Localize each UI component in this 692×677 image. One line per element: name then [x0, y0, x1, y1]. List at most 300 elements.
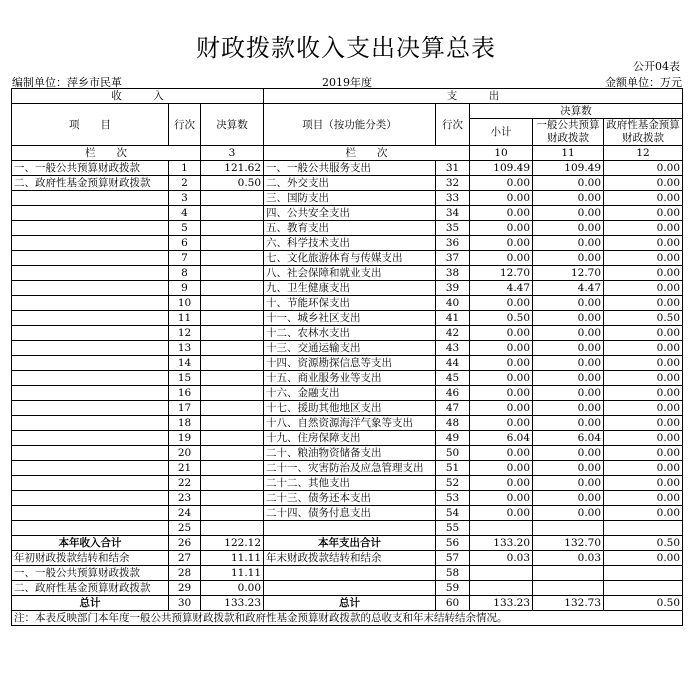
expense-line: 38: [436, 266, 470, 281]
expense-line: 50: [436, 446, 470, 461]
expense-item: [264, 566, 436, 581]
income-line: 16: [169, 386, 201, 401]
expense-subtotal: 0.00: [470, 341, 533, 356]
expense-item: 二十二、其他支出: [264, 476, 436, 491]
expense-general: 0.00: [533, 221, 604, 236]
income-line: 14: [169, 356, 201, 371]
expense-subtotal: 6.04: [470, 431, 533, 446]
income-item: [12, 326, 169, 341]
expense-fund: 0.00: [604, 191, 683, 206]
income-line: 6: [169, 236, 201, 251]
income-line: 18: [169, 416, 201, 431]
income-value: [201, 341, 264, 356]
income-value: [201, 206, 264, 221]
column-index-10: 10: [470, 146, 533, 161]
income-item: [12, 431, 169, 446]
expense-item: 二十、粮油物资储备支出: [264, 446, 436, 461]
expense-fund: 0.00: [604, 431, 683, 446]
income-line: 12: [169, 326, 201, 341]
general-budget-header: 一般公共预算财政拨款: [533, 119, 604, 146]
expense-fund: 0.00: [604, 281, 683, 296]
income-line: 17: [169, 401, 201, 416]
expense-line: 33: [436, 191, 470, 206]
expense-subtotal: 109.49: [470, 161, 533, 176]
table-row: [12, 521, 683, 536]
expense-line: 52: [436, 476, 470, 491]
expense-line: 53: [436, 491, 470, 506]
expense-subtotal: [470, 521, 533, 536]
income-value: [201, 506, 264, 521]
income-line: 28: [169, 566, 201, 581]
expense-line: 43: [436, 341, 470, 356]
expense-item: 十、节能环保支出: [264, 296, 436, 311]
expense-general: 0.00: [533, 461, 604, 476]
income-line: 4: [169, 206, 201, 221]
expense-fund: 0.00: [604, 341, 683, 356]
expense-general: 0.00: [533, 296, 604, 311]
expense-item: 十六、金融支出: [264, 386, 436, 401]
expense-line: 31: [436, 161, 470, 176]
income-line: 11: [169, 311, 201, 326]
income-item: 二、政府性基金预算财政拨款: [12, 581, 169, 596]
expense-fund: 0.00: [604, 371, 683, 386]
income-item: [12, 371, 169, 386]
expense-item: 十七、援助其他地区支出: [264, 401, 436, 416]
income-item: [12, 521, 169, 536]
header-row-columns: [12, 104, 683, 119]
expense-item: 八、社会保障和就业支出: [264, 266, 436, 281]
expense-item: 总计: [264, 596, 436, 611]
income-line: 22: [169, 476, 201, 491]
income-value: [201, 296, 264, 311]
column-index-3: 3: [201, 146, 264, 161]
table-row: [12, 266, 683, 281]
income-line: 8: [169, 266, 201, 281]
income-item: [12, 446, 169, 461]
expense-fund: 0.00: [604, 416, 683, 431]
expense-subtotal: 0.00: [470, 401, 533, 416]
expense-fund: [604, 581, 683, 596]
expense-subtotal: [470, 581, 533, 596]
money-unit: 金额单位：万元: [605, 76, 682, 89]
expense-subtotal: 133.23: [470, 596, 533, 611]
expense-item: [264, 521, 436, 536]
carry-row: [12, 566, 683, 581]
table-row: [12, 311, 683, 326]
expense-item: 二、外交支出: [264, 176, 436, 191]
expense-subtotal: 0.03: [470, 551, 533, 566]
income-value: [201, 191, 264, 206]
income-line: 30: [169, 596, 201, 611]
expense-item-header: 项目（按功能分类）: [264, 104, 436, 146]
income-line: 23: [169, 491, 201, 506]
expense-general: 0.00: [533, 206, 604, 221]
expense-fund: 0.00: [604, 326, 683, 341]
income-value: [201, 416, 264, 431]
expense-fund: 0.00: [604, 386, 683, 401]
table-row: [12, 416, 683, 431]
income-value: 11.11: [201, 566, 264, 581]
income-item: [12, 191, 169, 206]
expense-item: 四、公共安全支出: [264, 206, 436, 221]
expense-line: 55: [436, 521, 470, 536]
expense-fund: 0.00: [604, 221, 683, 236]
expense-line: 39: [436, 281, 470, 296]
expense-subtotal: 0.00: [470, 461, 533, 476]
income-item: 一、一般公共预算财政拨款: [12, 566, 169, 581]
expense-general: 0.00: [533, 476, 604, 491]
table-row: [12, 506, 683, 521]
income-final-header: 决算数: [201, 104, 264, 146]
table-row: [12, 236, 683, 251]
column-index-12: 12: [604, 146, 683, 161]
fund-budget-header: 政府性基金预算财政拨款: [604, 119, 683, 146]
expense-item: 二十三、债务还本支出: [264, 491, 436, 506]
expense-item: 本年支出合计: [264, 536, 436, 551]
expense-line: 36: [436, 236, 470, 251]
income-item: [12, 491, 169, 506]
income-item: [12, 206, 169, 221]
income-value: [201, 356, 264, 371]
expense-subtotal: 12.70: [470, 266, 533, 281]
expense-subtotal: 0.00: [470, 176, 533, 191]
income-line: 27: [169, 551, 201, 566]
expense-subtotal: 0.00: [470, 191, 533, 206]
expense-line: 51: [436, 461, 470, 476]
expense-line: 46: [436, 386, 470, 401]
expense-subtotal: 0.50: [470, 311, 533, 326]
expense-item: 十五、商业服务业等支出: [264, 371, 436, 386]
carry-row: [12, 581, 683, 596]
income-value: 121.62: [201, 161, 264, 176]
expense-line: 44: [436, 356, 470, 371]
income-value: [201, 446, 264, 461]
header-row-sections: [12, 89, 683, 104]
expense-general: 0.00: [533, 176, 604, 191]
income-line: 1: [169, 161, 201, 176]
expense-subtotal: 4.47: [470, 281, 533, 296]
expense-general: 0.00: [533, 491, 604, 506]
expense-fund: 0.00: [604, 461, 683, 476]
income-value: 133.23: [201, 596, 264, 611]
expense-general: 0.00: [533, 371, 604, 386]
income-item: [12, 296, 169, 311]
income-value: [201, 521, 264, 536]
table-row: [12, 221, 683, 236]
expense-line: 34: [436, 206, 470, 221]
income-item: [12, 476, 169, 491]
expense-item: 年末财政拨款结转和结余: [264, 551, 436, 566]
income-value: 11.11: [201, 551, 264, 566]
expense-line: 56: [436, 536, 470, 551]
grand-total-row: [12, 596, 683, 611]
income-value: 0.00: [201, 581, 264, 596]
expense-subtotal: 0.00: [470, 356, 533, 371]
income-item: 本年收入合计: [12, 536, 169, 551]
income-line: 7: [169, 251, 201, 266]
expense-general: 132.70: [533, 536, 604, 551]
expense-line: 48: [436, 416, 470, 431]
income-line: 5: [169, 221, 201, 236]
expense-line: 54: [436, 506, 470, 521]
income-line: 2: [169, 176, 201, 191]
income-value: 122.12: [201, 536, 264, 551]
income-value: [201, 461, 264, 476]
expense-item: 九、卫生健康支出: [264, 281, 436, 296]
income-value: [201, 326, 264, 341]
income-item: [12, 221, 169, 236]
expense-general: 0.00: [533, 341, 604, 356]
expense-item: 二十一、灾害防治及应急管理支出: [264, 461, 436, 476]
expense-fund: 0.00: [604, 296, 683, 311]
income-value: [201, 251, 264, 266]
table-row: [12, 476, 683, 491]
expense-general: 0.00: [533, 446, 604, 461]
column-index-row: [12, 146, 683, 161]
expense-fund: 0.00: [604, 446, 683, 461]
income-value: 0.50: [201, 176, 264, 191]
income-value: [201, 476, 264, 491]
income-item: 总计: [12, 596, 169, 611]
income-value: [201, 386, 264, 401]
expense-fund: 0.00: [604, 251, 683, 266]
expense-fund: 0.00: [604, 161, 683, 176]
expense-item: 一、一般公共服务支出: [264, 161, 436, 176]
table-row: [12, 251, 683, 266]
expense-line: 45: [436, 371, 470, 386]
expense-line: 37: [436, 251, 470, 266]
table-row: [12, 386, 683, 401]
expense-item: 二十四、债务付息支出: [264, 506, 436, 521]
table-row: [12, 356, 683, 371]
expense-item: [264, 581, 436, 596]
expense-general: 6.04: [533, 431, 604, 446]
income-item: [12, 236, 169, 251]
expense-general: 0.03: [533, 551, 604, 566]
expense-item: 十四、资源勘探信息等支出: [264, 356, 436, 371]
income-item: 二、政府性基金预算财政拨款: [12, 176, 169, 191]
expense-subtotal: 0.00: [470, 476, 533, 491]
expense-fund: 0.50: [604, 596, 683, 611]
income-item: [12, 311, 169, 326]
income-value: [201, 371, 264, 386]
expense-item: 三、国防支出: [264, 191, 436, 206]
income-value: [201, 401, 264, 416]
table-row: [12, 491, 683, 506]
expense-subtotal: 0.00: [470, 506, 533, 521]
budget-table: [11, 88, 683, 626]
expense-item: 十九、住房保障支出: [264, 431, 436, 446]
table-row: [12, 281, 683, 296]
expense-item: 十三、交通运输支出: [264, 341, 436, 356]
note-row: [12, 611, 683, 626]
expense-general: 0.00: [533, 191, 604, 206]
expense-line: 59: [436, 581, 470, 596]
table-row: [12, 341, 683, 356]
expense-line: 35: [436, 221, 470, 236]
income-value: [201, 311, 264, 326]
expense-general: 0.00: [533, 251, 604, 266]
income-line: 3: [169, 191, 201, 206]
table-row: [12, 206, 683, 221]
expense-fund: 0.50: [604, 536, 683, 551]
year-total-row: [12, 536, 683, 551]
income-item: [12, 506, 169, 521]
income-line: 13: [169, 341, 201, 356]
expense-general: 0.00: [533, 356, 604, 371]
subtotal-header: 小计: [470, 119, 533, 146]
income-item: [12, 386, 169, 401]
expense-line: 40: [436, 296, 470, 311]
income-line: 10: [169, 296, 201, 311]
table-row: [12, 326, 683, 341]
expense-subtotal: 0.00: [470, 251, 533, 266]
income-item: [12, 461, 169, 476]
expense-fund: 0.00: [604, 176, 683, 191]
income-item: [12, 341, 169, 356]
report-meta: [12, 74, 682, 88]
income-item: 一、一般公共预算财政拨款: [12, 161, 169, 176]
expense-general: 0.00: [533, 236, 604, 251]
income-line: 24: [169, 506, 201, 521]
income-line: 9: [169, 281, 201, 296]
expense-general: [533, 521, 604, 536]
income-line: 29: [169, 581, 201, 596]
expense-fund: 0.00: [604, 401, 683, 416]
income-line: 20: [169, 446, 201, 461]
income-item: [12, 416, 169, 431]
carry-row: [12, 551, 683, 566]
expense-subtotal: [470, 566, 533, 581]
expense-general: 0.00: [533, 326, 604, 341]
expense-subtotal: 0.00: [470, 221, 533, 236]
expense-subtotal: 0.00: [470, 326, 533, 341]
expense-fund: 0.50: [604, 311, 683, 326]
expense-item: 六、科学技术支出: [264, 236, 436, 251]
expense-general: 4.47: [533, 281, 604, 296]
form-code: 公开04表: [633, 60, 680, 73]
table-row: [12, 371, 683, 386]
expense-line: 49: [436, 431, 470, 446]
expense-fund: 0.00: [604, 491, 683, 506]
income-section-header: 收 入: [12, 89, 264, 104]
income-item: 年初财政拨款结转和结余: [12, 551, 169, 566]
expense-subtotal: 0.00: [470, 416, 533, 431]
income-value: [201, 431, 264, 446]
expense-subtotal: 133.20: [470, 536, 533, 551]
expense-general: 0.00: [533, 506, 604, 521]
expense-general: 132.73: [533, 596, 604, 611]
expense-line: 58: [436, 566, 470, 581]
report-year: 2019年度: [322, 76, 372, 89]
expense-subtotal: 0.00: [470, 446, 533, 461]
income-line: 26: [169, 536, 201, 551]
expense-subtotal: 0.00: [470, 371, 533, 386]
column-index-11: 11: [533, 146, 604, 161]
table-row: [12, 446, 683, 461]
table-row: [12, 191, 683, 206]
expense-section-header: 支 出: [264, 89, 683, 104]
table-row: [12, 176, 683, 191]
expense-line: 32: [436, 176, 470, 191]
expense-fund: 0.00: [604, 266, 683, 281]
income-value: [201, 491, 264, 506]
expense-fund: [604, 521, 683, 536]
reporting-unit: 编制单位：萍乡市民革: [12, 76, 122, 89]
expense-fund: 0.00: [604, 206, 683, 221]
expense-general: [533, 566, 604, 581]
expense-final-header: 决算数: [470, 104, 683, 119]
expense-line: 41: [436, 311, 470, 326]
table-row: [12, 461, 683, 476]
income-value: [201, 266, 264, 281]
expense-item: 十八、自然资源海洋气象等支出: [264, 416, 436, 431]
column-index-label: 栏 次: [12, 146, 201, 161]
expense-fund: 0.00: [604, 506, 683, 521]
expense-item: 五、教育支出: [264, 221, 436, 236]
income-line-header: 行次: [169, 104, 201, 146]
expense-general: 0.00: [533, 416, 604, 431]
income-item-header: 项 目: [12, 104, 169, 146]
income-value: [201, 221, 264, 236]
income-value: [201, 236, 264, 251]
expense-line-header: 行次: [436, 104, 470, 146]
expense-general: 109.49: [533, 161, 604, 176]
expense-item: 十一、城乡社区支出: [264, 311, 436, 326]
income-line: 19: [169, 431, 201, 446]
income-item: [12, 251, 169, 266]
expense-line: 57: [436, 551, 470, 566]
expense-subtotal: 0.00: [470, 206, 533, 221]
expense-general: 0.00: [533, 386, 604, 401]
income-item: [12, 401, 169, 416]
income-value: [201, 281, 264, 296]
table-row: [12, 161, 683, 176]
income-item: [12, 281, 169, 296]
expense-general: 12.70: [533, 266, 604, 281]
expense-general: 0.00: [533, 401, 604, 416]
expense-line: 47: [436, 401, 470, 416]
income-item: [12, 356, 169, 371]
expense-fund: 0.00: [604, 551, 683, 566]
expense-line: 42: [436, 326, 470, 341]
expense-fund: 0.00: [604, 476, 683, 491]
column-index-label-2: 栏 次: [264, 146, 470, 161]
report-title: 财政拨款收入支出决算总表: [196, 34, 496, 62]
expense-fund: 0.00: [604, 236, 683, 251]
income-line: 15: [169, 371, 201, 386]
table-row: [12, 401, 683, 416]
table-row: [12, 431, 683, 446]
table-body: [12, 89, 683, 626]
expense-subtotal: 0.00: [470, 491, 533, 506]
table-row: [12, 296, 683, 311]
expense-general: [533, 581, 604, 596]
expense-subtotal: 0.00: [470, 236, 533, 251]
expense-item: 七、文化旅游体育与传媒支出: [264, 251, 436, 266]
income-line: 25: [169, 521, 201, 536]
expense-fund: [604, 566, 683, 581]
income-item: [12, 266, 169, 281]
expense-subtotal: 0.00: [470, 386, 533, 401]
expense-general: 0.00: [533, 311, 604, 326]
expense-subtotal: 0.00: [470, 296, 533, 311]
expense-line: 60: [436, 596, 470, 611]
expense-item: 十二、农林水支出: [264, 326, 436, 341]
expense-fund: 0.00: [604, 356, 683, 371]
income-line: 21: [169, 461, 201, 476]
table-note: 注：本表反映部门本年度一般公共预算财政拨款和政府性基金预算财政拨款的总收支和年末结转结余情况。: [12, 611, 683, 626]
